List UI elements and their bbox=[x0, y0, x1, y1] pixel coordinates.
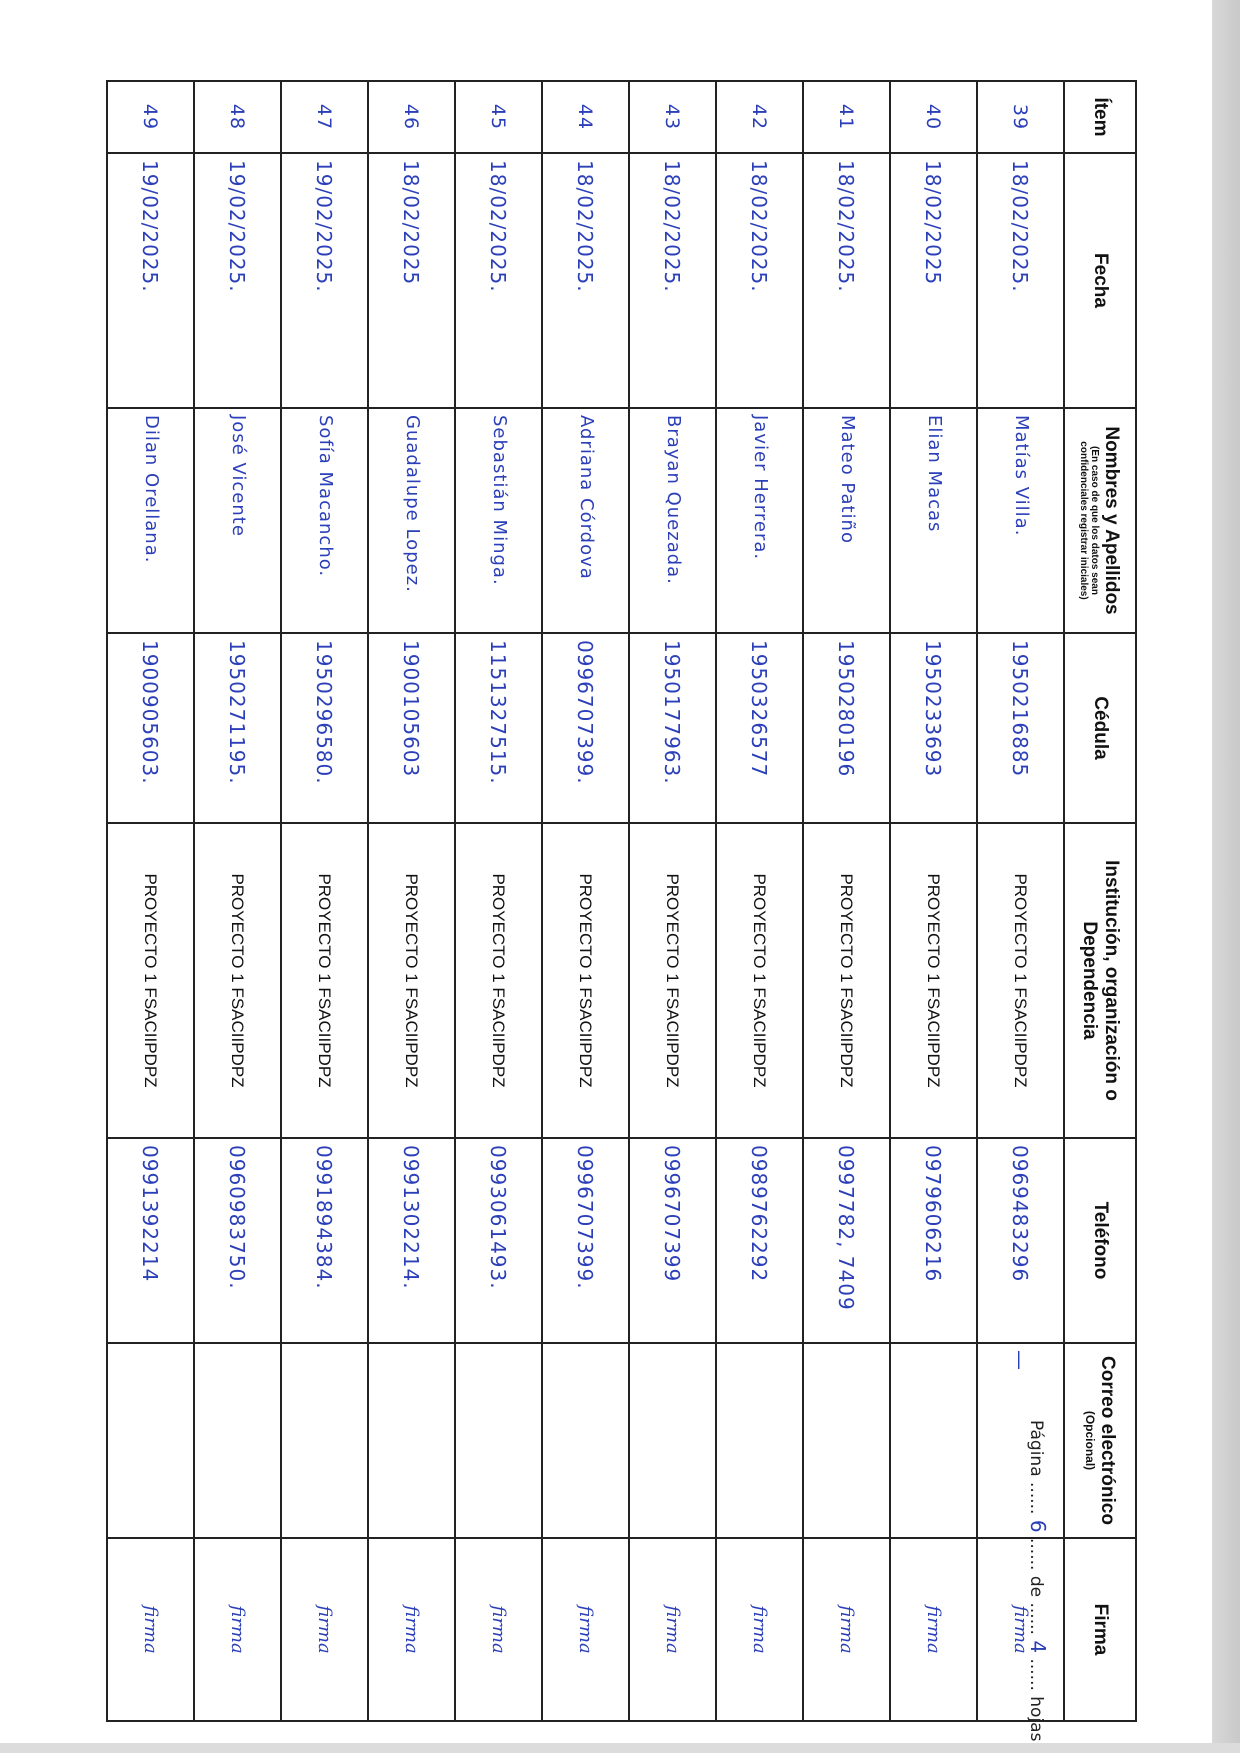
cell-item: 40 bbox=[890, 81, 977, 153]
cell-phone: 0996707399. bbox=[542, 1138, 629, 1343]
cell-date: 18/02/2025 bbox=[890, 153, 977, 408]
header-email-note: (Opcional) bbox=[1082, 1410, 1097, 1471]
cell-email bbox=[629, 1343, 716, 1538]
page-footer: Página ...... 6 ...... de ...... 4 ...... hojas bbox=[1026, 1420, 1050, 1742]
cell-id-number: 1950216885 bbox=[977, 633, 1064, 823]
footer-page-number: 6 bbox=[1026, 1519, 1050, 1533]
cell-institution: PROYECTO 1 FSACIIPDPZ bbox=[455, 823, 542, 1138]
cell-name: Mateo Patiño bbox=[803, 408, 890, 633]
rotated-form bbox=[127, 80, 1137, 1742]
table-row bbox=[716, 81, 803, 1721]
cell-id-number: 1900105603 bbox=[368, 633, 455, 823]
table-row bbox=[629, 81, 716, 1721]
cell-signature: firma bbox=[455, 1538, 542, 1721]
cell-id-number: 1950326577 bbox=[716, 633, 803, 823]
cell-date: 18/02/2025. bbox=[455, 153, 542, 408]
table-row bbox=[455, 81, 542, 1721]
cell-date: 19/02/2025. bbox=[107, 153, 194, 408]
cell-date: 18/02/2025. bbox=[716, 153, 803, 408]
cell-name: Sebastián Minga. bbox=[455, 408, 542, 633]
table-row bbox=[281, 81, 368, 1721]
cell-date: 18/02/2025. bbox=[629, 153, 716, 408]
cell-item: 45 bbox=[455, 81, 542, 153]
header-date: Fecha bbox=[1064, 153, 1136, 408]
cell-date: 18/02/2025. bbox=[803, 153, 890, 408]
cell-item: 49 bbox=[107, 81, 194, 153]
header-institution: Institución, organización o Dependencia bbox=[1064, 823, 1136, 1138]
cell-item: 46 bbox=[368, 81, 455, 153]
cell-name: Guadalupe Lopez. bbox=[368, 408, 455, 633]
cell-signature: firma bbox=[716, 1538, 803, 1721]
cell-institution: PROYECTO 1 FSACIIPDPZ bbox=[890, 823, 977, 1138]
cell-phone: 0991392214 bbox=[107, 1138, 194, 1343]
cell-signature: firma bbox=[107, 1538, 194, 1721]
header-email-label: Correo electrónico bbox=[1096, 1356, 1118, 1525]
cell-email bbox=[194, 1343, 281, 1538]
cell-institution: PROYECTO 1 FSACIIPDPZ bbox=[977, 823, 1064, 1138]
cell-date: 18/02/2025. bbox=[977, 153, 1064, 408]
cell-phone: 0991894384. bbox=[281, 1138, 368, 1343]
cell-institution: PROYECTO 1 FSACIIPDPZ bbox=[629, 823, 716, 1138]
cell-institution: PROYECTO 1 FSACIIPDPZ bbox=[542, 823, 629, 1138]
cell-item: 41 bbox=[803, 81, 890, 153]
cell-name: Dilan Orellana. bbox=[107, 408, 194, 633]
header-names bbox=[1064, 408, 1136, 633]
cell-date: 18/02/2025 bbox=[368, 153, 455, 408]
cell-email bbox=[455, 1343, 542, 1538]
cell-id-number: 1950280196 bbox=[803, 633, 890, 823]
cell-item: 42 bbox=[716, 81, 803, 153]
table-header-row bbox=[1064, 81, 1136, 1721]
table-row bbox=[368, 81, 455, 1721]
footer-prefix: Página bbox=[1026, 1420, 1046, 1477]
cell-phone: 0960983750. bbox=[194, 1138, 281, 1343]
cell-name: Javier Herrera. bbox=[716, 408, 803, 633]
table-body bbox=[107, 81, 1064, 1742]
cell-phone: 0993061493. bbox=[455, 1138, 542, 1343]
cell-institution: PROYECTO 1 FSACIIPDPZ bbox=[107, 823, 194, 1138]
cell-institution: PROYECTO 1 FSACIIPDPZ bbox=[281, 823, 368, 1138]
cell-email bbox=[368, 1343, 455, 1538]
cell-item: 43 bbox=[629, 81, 716, 153]
cell-name: Elian Macas bbox=[890, 408, 977, 633]
cell-item: 47 bbox=[281, 81, 368, 153]
cell-date: 19/02/2025. bbox=[194, 153, 281, 408]
cell-item: 48 bbox=[194, 81, 281, 153]
cell-phone: 0969483296 bbox=[977, 1138, 1064, 1343]
cell-id-number: 1900905603. bbox=[107, 633, 194, 823]
cell-institution: PROYECTO 1 FSACIIPDPZ bbox=[716, 823, 803, 1138]
cell-id-number: 1950233693 bbox=[890, 633, 977, 823]
cell-id-number: 1151327515. bbox=[455, 633, 542, 823]
cell-signature: firma bbox=[803, 1538, 890, 1721]
cell-phone: 0979606216 bbox=[890, 1138, 977, 1343]
cell-name: Adriana Córdova bbox=[542, 408, 629, 633]
cell-name: Matías Villa. bbox=[977, 408, 1064, 633]
cell-name: Sofía Macancho. bbox=[281, 408, 368, 633]
page-edge-shadow bbox=[1212, 0, 1240, 1753]
cell-signature: firma bbox=[368, 1538, 455, 1721]
cell-institution: PROYECTO 1 FSACIIPDPZ bbox=[803, 823, 890, 1138]
cell-email: — bbox=[977, 1343, 1064, 1538]
cell-id-number: 0996707399. bbox=[542, 633, 629, 823]
cell-email bbox=[107, 1343, 194, 1538]
table-row bbox=[803, 81, 890, 1721]
page-bottom-shadow bbox=[0, 1743, 1240, 1753]
header-signature: Firma bbox=[1064, 1538, 1136, 1721]
cell-item: 44 bbox=[542, 81, 629, 153]
cell-signature: firma bbox=[977, 1538, 1064, 1721]
cell-signature: firma bbox=[194, 1538, 281, 1721]
cell-email bbox=[803, 1343, 890, 1538]
cell-signature: firma bbox=[629, 1538, 716, 1721]
cell-signature: firma bbox=[281, 1538, 368, 1721]
header-phone: Teléfono bbox=[1064, 1138, 1136, 1343]
cell-id-number: 1950177963. bbox=[629, 633, 716, 823]
table-row bbox=[107, 81, 194, 1721]
cell-phone: 0997782, 7409 bbox=[803, 1138, 890, 1343]
header-email bbox=[1064, 1343, 1136, 1538]
cell-email bbox=[890, 1343, 977, 1538]
cell-institution: PROYECTO 1 FSACIIPDPZ bbox=[194, 823, 281, 1138]
footer-suffix: hojas bbox=[1026, 1696, 1046, 1742]
header-names-label: Nombres y Apellidos bbox=[1100, 426, 1122, 615]
footer-of: de bbox=[1026, 1575, 1046, 1598]
attendance-table bbox=[106, 80, 1137, 1742]
cell-email bbox=[542, 1343, 629, 1538]
cell-email bbox=[281, 1343, 368, 1538]
footer-total-pages: 4 bbox=[1026, 1640, 1050, 1654]
header-names-note: (En caso de que los datos sean confidenciales registrar iniciales) bbox=[1078, 441, 1101, 600]
cell-signature: firma bbox=[890, 1538, 977, 1721]
cell-signature: firma bbox=[542, 1538, 629, 1721]
header-id-number: Cédula bbox=[1064, 633, 1136, 823]
cell-date: 19/02/2025. bbox=[281, 153, 368, 408]
cell-id-number: 1950271195. bbox=[194, 633, 281, 823]
table-row bbox=[542, 81, 629, 1721]
cell-name: José Vicente bbox=[194, 408, 281, 633]
cell-phone: 0991302214. bbox=[368, 1138, 455, 1343]
cell-phone: 0996707399 bbox=[629, 1138, 716, 1343]
header-item: Ítem bbox=[1064, 81, 1136, 153]
cell-phone: 0989762292 bbox=[716, 1138, 803, 1343]
cell-email bbox=[716, 1343, 803, 1538]
cell-date: 18/02/2025. bbox=[542, 153, 629, 408]
cell-id-number: 1950296580. bbox=[281, 633, 368, 823]
cell-name: Brayan Quezada. bbox=[629, 408, 716, 633]
cell-item: 39 bbox=[977, 81, 1064, 153]
table-row bbox=[194, 81, 281, 1721]
table-row bbox=[890, 81, 977, 1721]
cell-institution: PROYECTO 1 FSACIIPDPZ bbox=[368, 823, 455, 1138]
